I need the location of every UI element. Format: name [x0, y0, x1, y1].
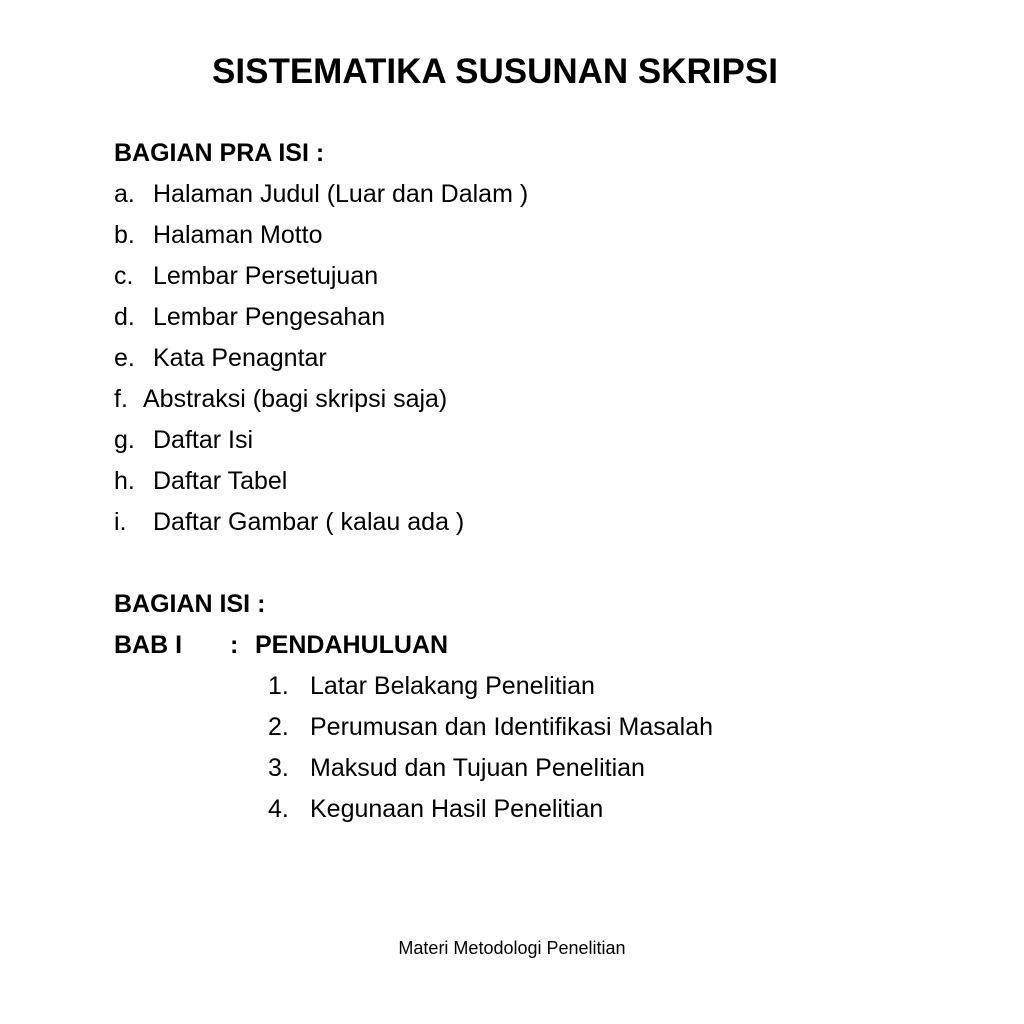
list-item [114, 174, 974, 215]
list-item-marker: c. [114, 262, 134, 290]
slide-content [114, 133, 974, 830]
list-item-text: Lembar Persetujuan [153, 262, 379, 290]
list-item [114, 297, 974, 338]
list-item-marker: e. [114, 344, 135, 372]
list-item-marker: 1. [268, 672, 289, 700]
list-item [114, 666, 974, 707]
list-item-text: Halaman Motto [153, 221, 323, 249]
list-item-text: Maksud dan Tujuan Penelitian [310, 754, 645, 782]
section-spacer [114, 543, 974, 584]
list-item-marker: 4. [268, 795, 289, 823]
list-item [114, 502, 974, 543]
list-item-text: Latar Belakang Penelitian [310, 672, 595, 700]
list-item [114, 748, 974, 789]
section-heading-pra-isi: BAGIAN PRA ISI : [114, 139, 325, 167]
slide-title: SISTEMATIKA SUSUNAN SKRIPSI [212, 52, 778, 91]
list-item-text: Lembar Pengesahan [153, 303, 386, 331]
list-item-text: Daftar Gambar ( kalau ada ) [153, 508, 465, 536]
list-item-marker: g. [114, 426, 135, 454]
list-item-text: Perumusan dan Identifikasi Masalah [310, 713, 714, 741]
list-item-text: Daftar Isi [153, 426, 254, 454]
list-item-marker: a. [114, 180, 135, 208]
list-item [114, 379, 974, 420]
list-item-text: Halaman Judul (Luar dan Dalam ) [153, 180, 529, 208]
list-item-marker: b. [114, 221, 135, 249]
list-item-marker: i. [114, 508, 127, 536]
list-item [114, 461, 974, 502]
list-item [114, 338, 974, 379]
list-item [114, 420, 974, 461]
list-item-marker: h. [114, 467, 135, 495]
section-heading-isi: BAGIAN ISI : [114, 590, 266, 618]
list-item-marker: f. [114, 385, 128, 413]
list-item [114, 789, 974, 830]
list-item-text: Abstraksi (bagi skripsi saja) [143, 385, 448, 413]
list-item [114, 256, 974, 297]
list-item-marker: 3. [268, 754, 289, 782]
chapter-heading [114, 625, 974, 666]
list-item-text: Kata Penagntar [153, 344, 327, 372]
list-item-text: Kegunaan Hasil Penelitian [310, 795, 604, 823]
slide-footer: Materi Metodologi Penelitian [398, 938, 626, 958]
chapter-colon: : [230, 631, 239, 659]
list-item-text: Daftar Tabel [153, 467, 288, 495]
list-item-marker: d. [114, 303, 135, 331]
chapter-label: BAB I [114, 631, 183, 659]
list-item [114, 215, 974, 256]
chapter-title: PENDAHULUAN [255, 631, 449, 659]
list-item-marker: 2. [268, 713, 289, 741]
list-item [114, 707, 974, 748]
